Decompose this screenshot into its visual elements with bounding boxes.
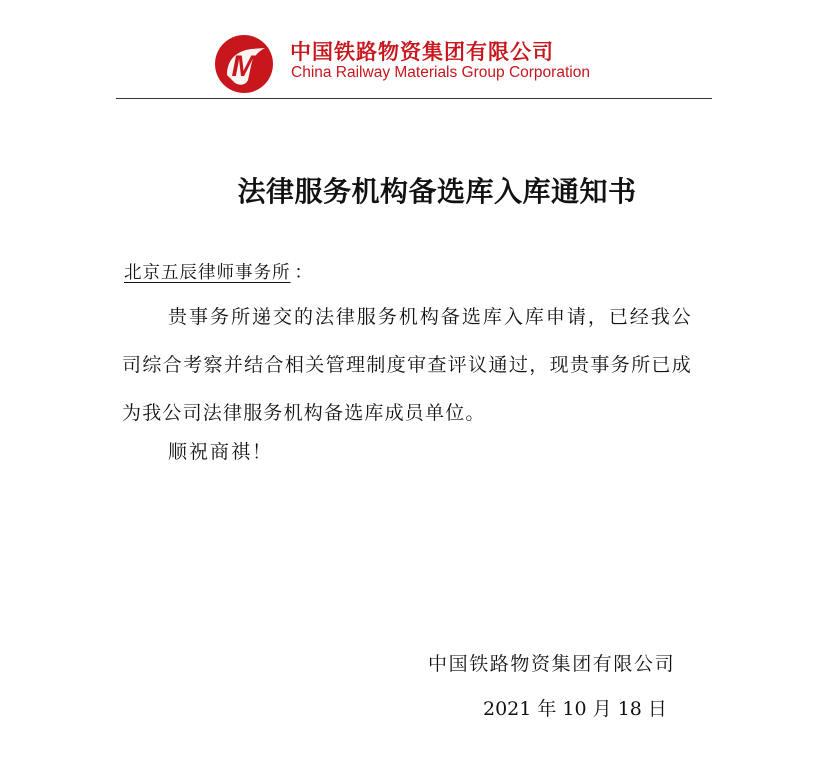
signer-company: 中国铁路物资集团有限公司	[428, 653, 676, 675]
company-name-en: China Railway Materials Group Corporation	[291, 64, 590, 81]
closing-greeting: 顺祝商祺！	[168, 441, 274, 463]
header-divider	[116, 98, 712, 99]
salutation	[120, 259, 312, 284]
signature-date: 2021 年 10 月 18 日	[483, 698, 667, 720]
body-paragraph: 贵事务所递交的法律服务机构备选库入库申请，已经我公司综合考察并结合相关管理制度审查评议通过，现贵事务所已成为我公司法律服务机构备选库成员单位。	[122, 306, 692, 424]
company-name-cn: 中国铁路物资集团有限公司	[290, 40, 554, 64]
document-title: 法律服务机构备选库入库通知书	[237, 175, 637, 208]
recipient-name: 北京五辰律师事务所	[124, 263, 291, 283]
logo-letter: M	[231, 50, 257, 83]
crmg-m-logo-icon	[213, 33, 275, 95]
salutation-colon: ：	[294, 263, 312, 283]
